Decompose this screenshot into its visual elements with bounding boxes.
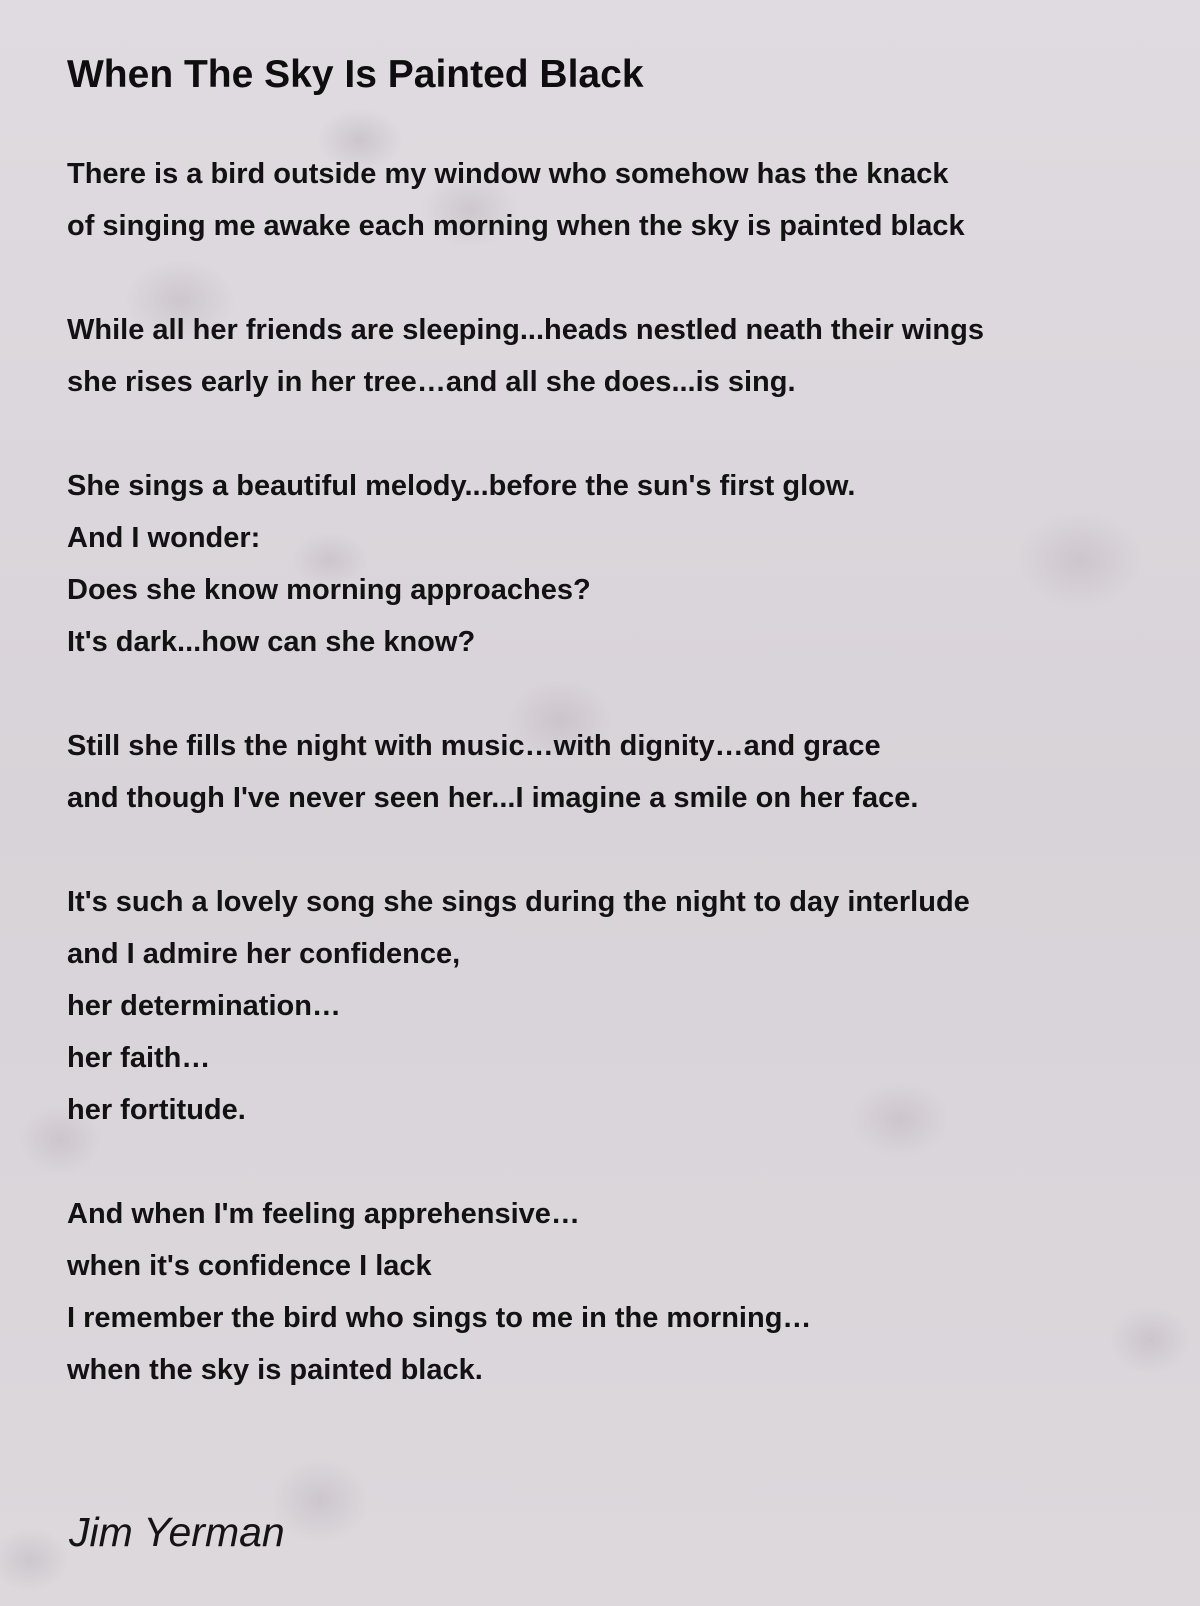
poem-line: and though I've never seen her...I imagine a smile on her face. <box>67 782 919 814</box>
poem-line: of singing me awake each morning when the sky is painted black <box>67 210 965 242</box>
poem-line: she rises early in her tree…and all she does...is sing. <box>67 366 796 398</box>
poem-line: She sings a beautiful melody...before the sun's first glow. <box>67 470 856 502</box>
poem-line: And I wonder: <box>67 522 261 554</box>
poem-line: While all her friends are sleeping...heads nestled neath their wings <box>67 314 984 346</box>
stanza-1 <box>67 148 1177 252</box>
stanza-3 <box>67 460 1177 668</box>
poem-author: Jim Yerman <box>69 1509 285 1555</box>
stanza-2 <box>67 304 1177 408</box>
poem-line: And when I'm feeling apprehensive… <box>67 1198 580 1230</box>
poem-line: I remember the bird who sings to me in the morning… <box>67 1302 812 1334</box>
poem-line: Does she know morning approaches? <box>67 574 591 606</box>
poem-line: her fortitude. <box>67 1094 246 1126</box>
poem-body <box>67 148 1177 1448</box>
stanza-6 <box>67 1188 1177 1396</box>
poem-line: and I admire her confidence, <box>67 938 461 970</box>
poem-line: It's dark...how can she know? <box>67 626 476 658</box>
poem-line: Still she fills the night with music…with dignity…and grace <box>67 730 881 762</box>
stanza-5 <box>67 876 1177 1136</box>
poem-line: when it's confidence I lack <box>67 1250 432 1282</box>
poem-line: It's such a lovely song she sings during the night to day interlude <box>67 886 970 918</box>
stanza-4 <box>67 720 1177 824</box>
poem-line: when the sky is painted black. <box>67 1354 483 1386</box>
poem-line: her determination… <box>67 990 341 1022</box>
poem-line: her faith… <box>67 1042 211 1074</box>
poem-line: There is a bird outside my window who somehow has the knack <box>67 158 949 190</box>
poem-title: When The Sky Is Painted Black <box>67 53 644 96</box>
